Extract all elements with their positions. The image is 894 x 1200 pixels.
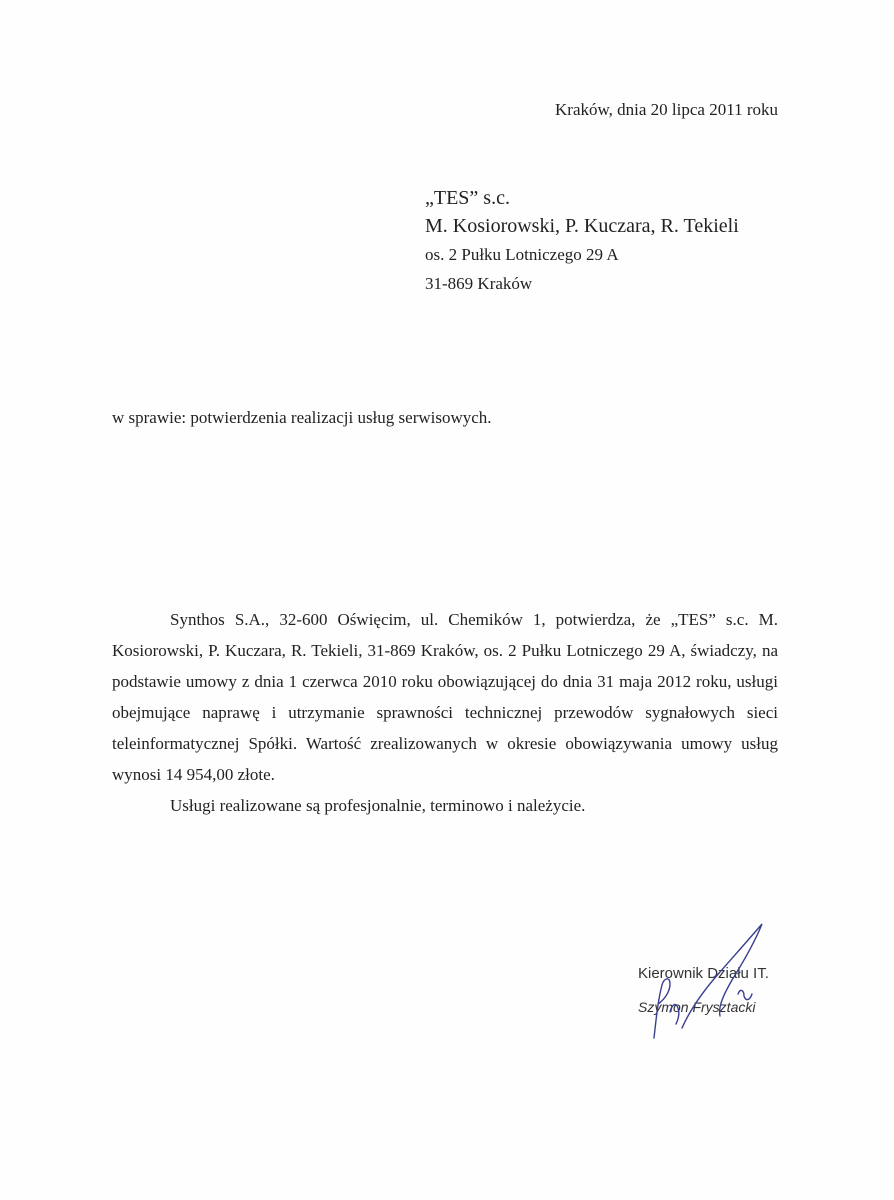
recipient-city: 31-869 Kraków [425,274,533,293]
date-line: Kraków, dnia 20 lipca 2011 roku [555,100,778,119]
body-paragraph: Synthos S.A., 32-600 Oświęcim, ul. Chemików 1, potwierdza, że „TES” s.c. M. Kosiorowski, P. Kuczara, R. Tekieli, 31-869 Kraków, os. 2 Pułku Lotniczego 29 A, świadczy, na podstawie umowy z dnia 1 czerwca 2010 roku obowiązującej do dnia 31 maja 2012 roku, usługi obejmujące naprawę i utrzymanie sprawności technicznej przewodów sygnałowych sieci teleinformatycznej Spółki. Wartość zrealizowanych w okresie obowiązywania umowy usług wynosi 14 954,00 złote. [112,610,778,784]
body-paragraph: Usługi realizowane są profesjonalnie, terminowo i należycie. [170,796,586,815]
signature-stroke [654,924,762,1038]
recipient-street: os. 2 Pułku Lotniczego 29 A [425,245,619,264]
letter-body [112,604,778,821]
signature-stamp [634,960,804,1050]
subject-line: w sprawie: potwierdzenia realizacji usług serwisowych. [112,408,492,427]
recipient-address [425,184,739,298]
recipient-company: „TES” s.c. [425,187,510,209]
signature-title: Kierownik Działu IT. [638,965,769,982]
handwritten-signature [624,920,804,1060]
signature-name: Szymon Frysztacki [638,999,756,1015]
recipient-partners: M. Kosiorowski, P. Kuczara, R. Tekieli [425,215,739,237]
